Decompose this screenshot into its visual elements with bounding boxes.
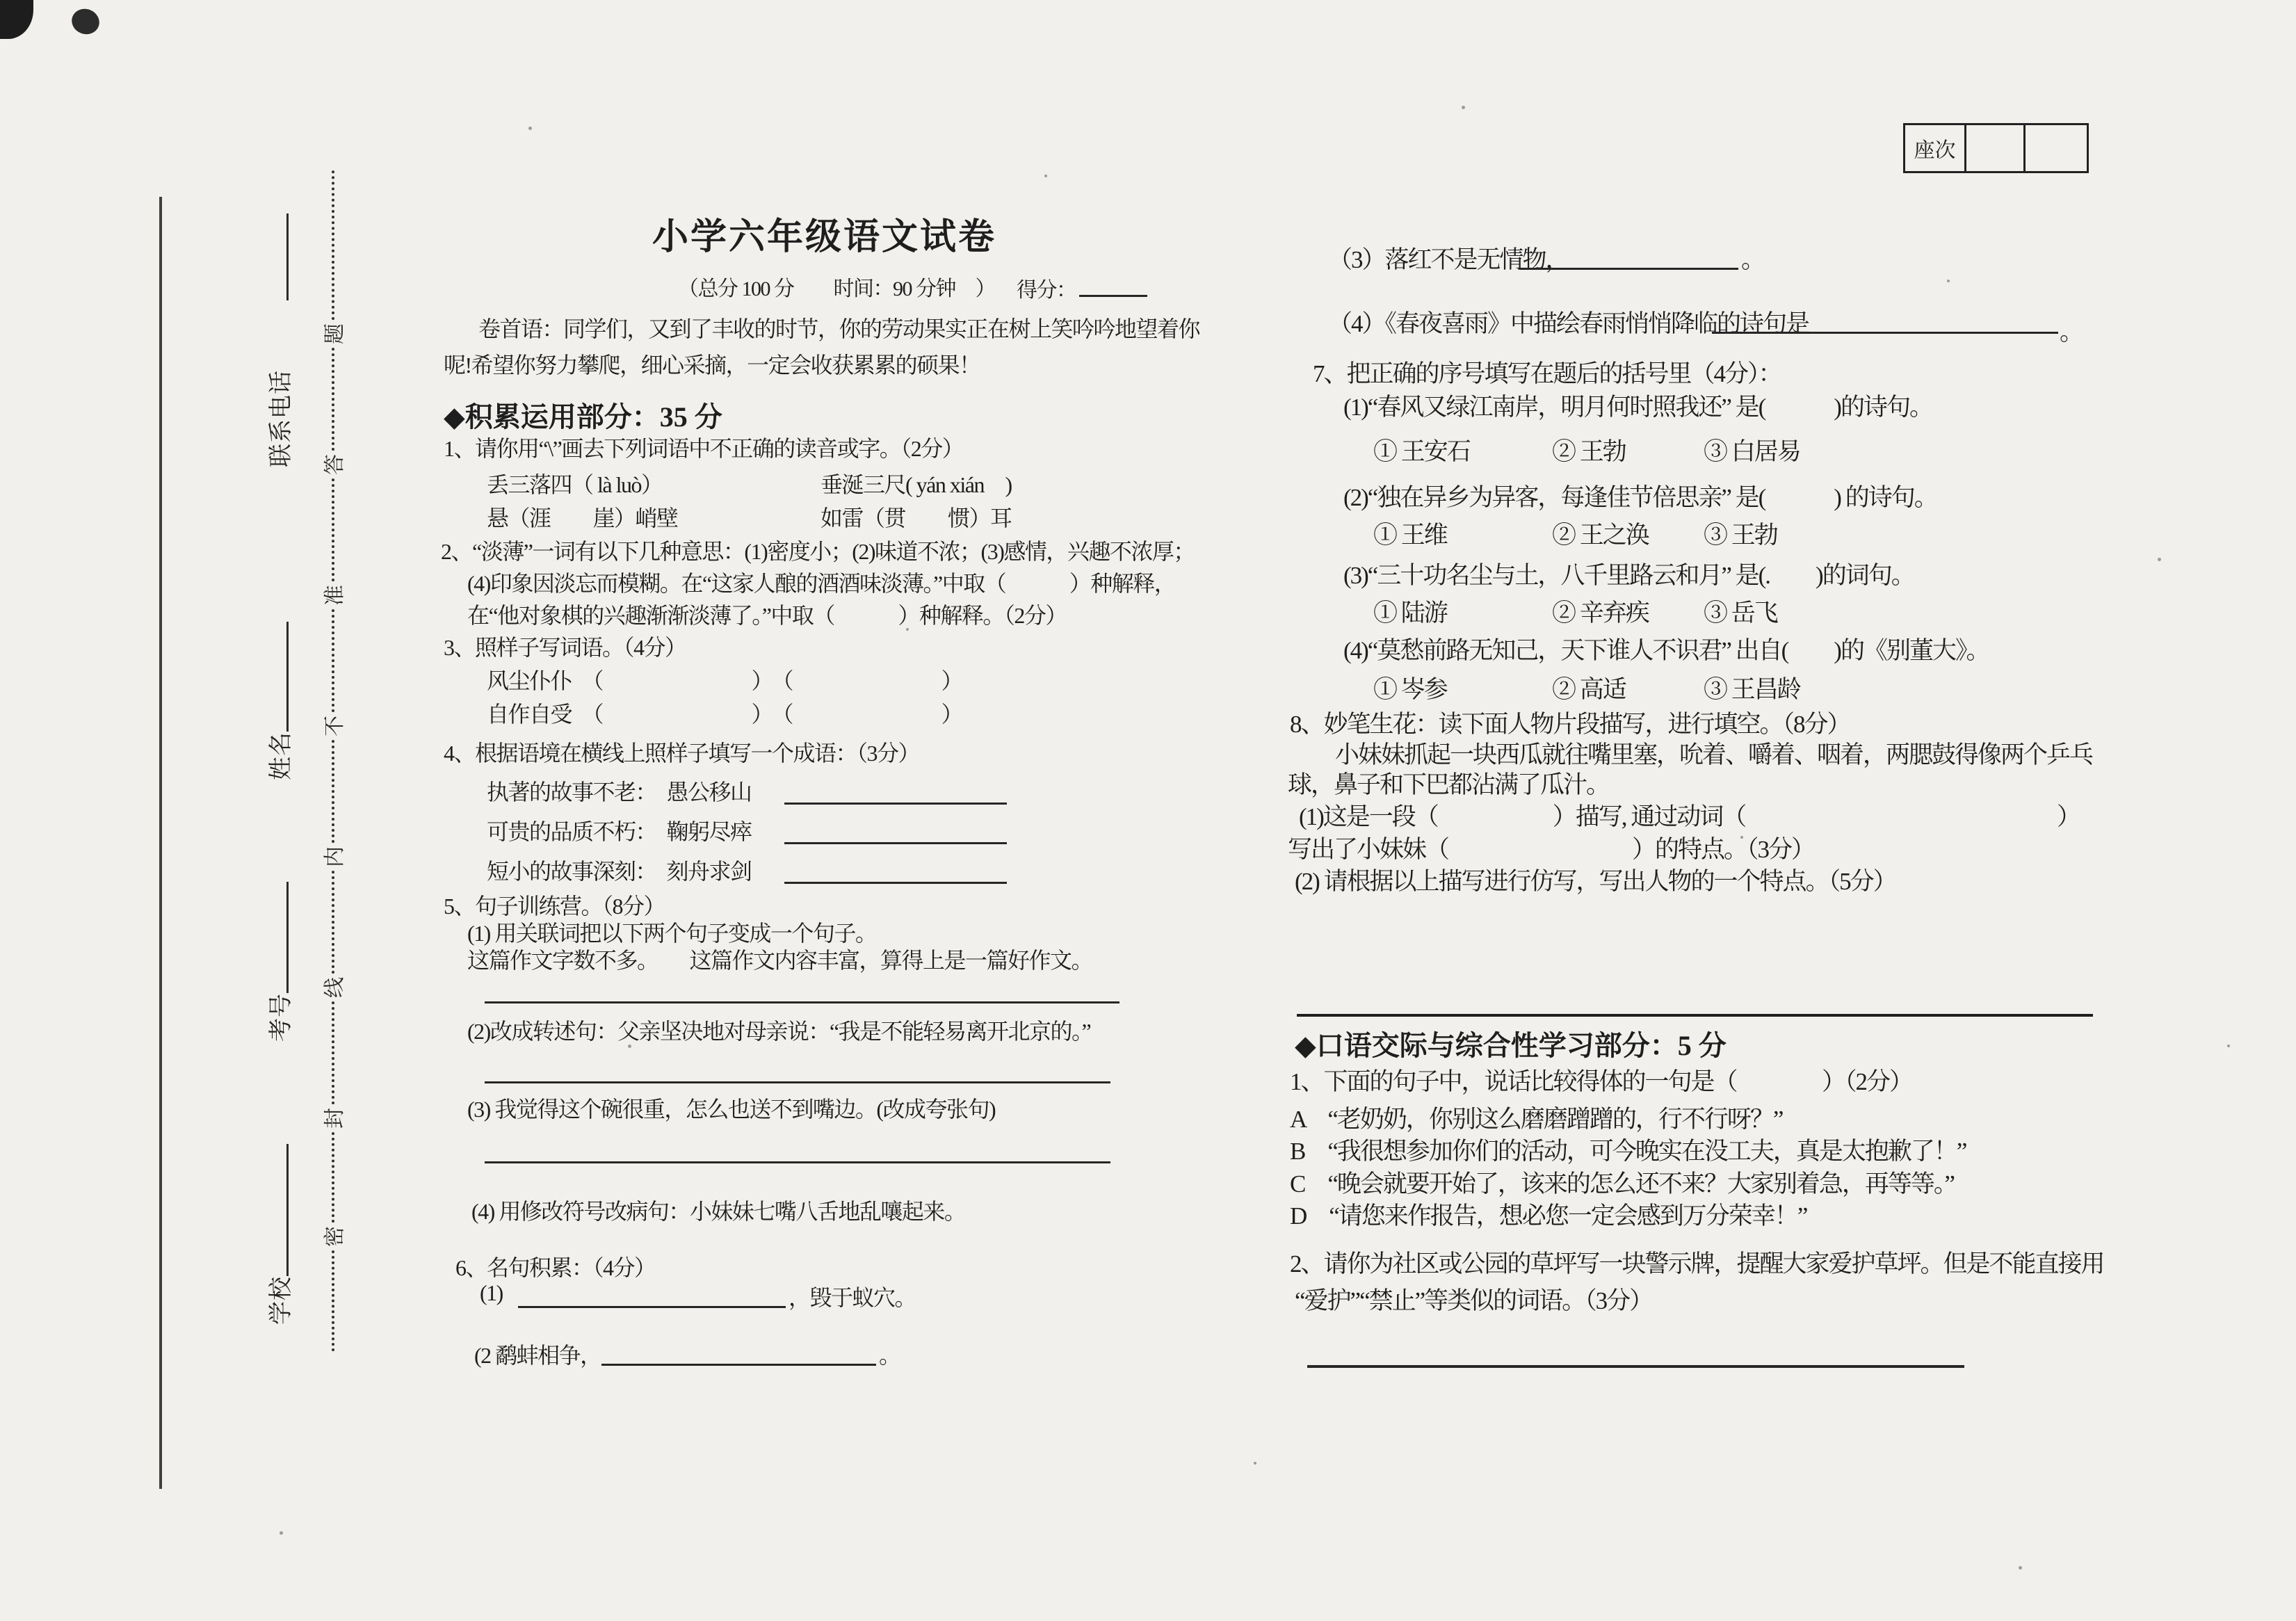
q7-item4-option3: ③ 王昌龄: [1704, 676, 1800, 703]
q3-row2: 自作自受 （ ） （ ）: [487, 702, 963, 727]
q5-answer-line1: [485, 1001, 1119, 1003]
q7-item3-option1: ① 陆游: [1373, 599, 1447, 627]
q6-item3-pre: （3）落红不是无情物，: [1328, 246, 1569, 273]
q4-row1: 执著的故事不老： 愚公移山: [487, 780, 752, 805]
section2-heading: ◆口语交际与综合性学习部分：5 分: [1295, 1030, 1727, 1061]
q6-item2-post: 。: [879, 1343, 900, 1368]
q6-item4-post: 。: [2060, 318, 2083, 346]
q6-item1-blank: [518, 1306, 786, 1308]
field-name-blank: [268, 622, 289, 732]
preface-line1: 卷首语：同学们，又到了丰收的时节，你的劳动果实正在树上笑吟吟地望着你: [478, 316, 1200, 341]
q7-item3-option2: ② 辛弃疾: [1552, 599, 1649, 627]
field-school-label: 学校: [268, 1276, 294, 1325]
q5-sub1: (1) 用关联词把以下两个句子变成一个句子。: [467, 921, 877, 946]
q6-item1-post: ，毁于蚁穴。: [789, 1285, 916, 1310]
seat-number-cell-empty: [2026, 125, 2087, 171]
seal-char: 答: [323, 454, 347, 475]
q6-item2-blank: [601, 1364, 876, 1366]
q6-text: 6、名句积累：（4分）: [455, 1255, 656, 1280]
q4-blank2: [784, 842, 1007, 844]
page-title: 小学六年级语文试卷: [652, 218, 997, 257]
q7-item4: (4)“莫愁前路无知己，天下谁人不识君” 出自( )的《别董大》。: [1343, 637, 1989, 664]
s2q1-pre: 1、下面的句子中，说话比较得体的一句是（: [1290, 1068, 1737, 1095]
field-name-label: 姓名: [268, 732, 294, 780]
q2-line3: 在“他对象棋的兴趣渐渐淡薄了。”中取（ ）种解释。（2分）: [467, 603, 1067, 628]
q8-item1-line2: 写出了小妹妹（ ）的特点。（3分）: [1288, 836, 1815, 863]
q7-item2-option2: ② 王之涣: [1552, 522, 1649, 549]
seal-char: 密: [323, 1226, 347, 1247]
q8-item2: (2) 请根据以上描写进行仿写，写出人物的一个特点。（5分）: [1295, 868, 1896, 895]
seal-line: [321, 167, 348, 1355]
seal-char: 不: [323, 716, 347, 736]
q8-item1-line1-end: ）: [2057, 803, 2080, 830]
seal-char: 封: [323, 1108, 347, 1129]
field-exam-number-blank: [268, 882, 289, 993]
score-label: 得分：: [1017, 279, 1076, 302]
q8-item1-line1: (1)这是一段（ ）描写, 通过动词（: [1299, 803, 1746, 830]
q6-item4-blank: [1712, 332, 2058, 334]
q7-item1-option1: ① 王安石: [1373, 438, 1470, 465]
q7-item1-option3: ③ 白居易: [1704, 438, 1800, 465]
q7-item2: (2)“独在异乡为异客，每逢佳节倍思亲” 是( ) 的诗句。: [1343, 484, 1937, 511]
q7-text: 7、把正确的序号填写在题后的括号里（4分）：: [1313, 360, 1781, 387]
scan-smudge: [68, 5, 103, 38]
field-name: [266, 622, 297, 780]
q7-item2-option1: ① 王维: [1373, 522, 1447, 549]
q5-sub2: (2)改成转述句：父亲坚决地对母亲说：“我是不能轻易离开北京的。”: [467, 1019, 1091, 1044]
seat-number-label: 座次: [1905, 125, 1966, 171]
q1-row1-left: 丢三落四（ là luò）: [487, 472, 663, 497]
field-phone-label: 联系电话: [268, 370, 294, 467]
s2q2-line2: “爱护”“禁止”等类似的词语。（3分）: [1295, 1287, 1653, 1314]
q4-row2: 可贵的品质不朽： 鞠躬尽瘁: [487, 819, 752, 844]
seal-char: 题: [323, 323, 347, 344]
q1-text: 1、请你用“\”画去下列词语中不正确的读音或字。（2分）: [444, 436, 964, 461]
q5-answer-line3: [485, 1161, 1110, 1163]
q7-item4-option1: ① 岑参: [1373, 676, 1447, 703]
score-blank: [1079, 295, 1147, 297]
q2-line1: 2、“淡薄”一词有以下几种意思：(1)密度小；(2)味道不浓；(3)感情，兴趣不浓厚；: [441, 539, 1195, 564]
q6-item1-pre: (1): [480, 1280, 503, 1305]
seat-number-box: [1903, 123, 2089, 173]
q8-desc-line2: 球，鼻子和下巴都沾满了瓜汁。: [1288, 771, 1610, 798]
q7-item3-option3: ③ 岳飞: [1704, 599, 1777, 627]
field-phone: [266, 213, 297, 467]
q1-row2-right: 如雷（贯 惯）耳: [820, 506, 1012, 531]
q3-text: 3、照样子写词语。（4分）: [444, 635, 686, 660]
q1-row1-right: 垂涎三尺( yán xián ): [820, 472, 1012, 497]
q4-row3: 短小的故事深刻： 刻舟求剑: [487, 859, 752, 884]
section1-heading: ◆积累运用部分：35 分: [444, 401, 722, 433]
q8-desc-line1: 小妹妹抓起一块西瓜就往嘴里塞，吮着、嚼着、咽着，两腮鼓得像两个乒乓: [1335, 741, 2093, 768]
seal-char: 线: [323, 977, 347, 998]
field-school: [266, 1144, 297, 1325]
preface-line2: 呢!希望你努力攀爬，细心采摘，一定会收获累累的硕果！: [444, 353, 980, 378]
q7-item1: (1)“春风又绿江南岸，明月何时照我还” 是( )的诗句。: [1343, 394, 1932, 421]
field-phone-blank: [268, 213, 289, 300]
q7-item4-option2: ② 高适: [1552, 676, 1626, 703]
s2q2-line1: 2、请你为社区或公园的草坪写一块警示牌，提醒大家爱护草坪。但是不能直接用: [1290, 1250, 2104, 1277]
q4-blank1: [784, 803, 1007, 805]
q5-answer-line2: [485, 1081, 1110, 1083]
page-edge-line: [159, 197, 162, 1489]
q2-line2: (4)印象因淡忘而模糊。在“这家人酿的酒酒味淡薄。”中取（ ）种解释，: [467, 571, 1176, 596]
q5-sub3: (3) 我觉得这个碗很重，怎么也送不到嘴边。(改成夸张句): [467, 1097, 996, 1122]
field-school-blank: [268, 1144, 289, 1276]
q7-item3: (3)“三十功名尘与土，八千里路云和月” 是(. )的词句。: [1343, 562, 1914, 589]
exam-meta: （总分 100 分 时间：90 分钟 ）: [678, 277, 995, 300]
q1-row2-left: 悬（涯 崖）峭壁: [487, 506, 678, 531]
q4-text: 4、根据语境在横线上照样子填写一个成语：（3分）: [444, 741, 920, 766]
field-exam-number: [266, 882, 297, 1042]
s2q1-option-a: A “老奶奶，你别这么磨磨蹭蹭的，行不行呀？”: [1290, 1106, 1783, 1133]
s2q1-option-d: D “请您来作报告，想必您一定会感到万分荣幸！”: [1290, 1202, 1807, 1229]
s2q1-option-c: C “晚会就要开始了，该来的怎么还不来？大家别着急，再等等。”: [1290, 1170, 1954, 1197]
seal-char: 内: [323, 846, 347, 867]
section-divider: [1297, 1014, 2093, 1017]
q8-text: 8、妙笔生花：读下面人物片段描写，进行填空。（8分）: [1290, 711, 1850, 738]
q6-item4-pre: （4）《春夜喜雨》中描绘春雨悄悄降临的诗句是: [1328, 310, 1809, 337]
seal-char: 准: [323, 585, 347, 606]
q6-item3-blank: [1519, 268, 1738, 270]
q3-row1: 风尘仆仆 （ ） （ ）: [487, 668, 963, 693]
s2q1-option-b: B “我很想参加你们的活动，可今晚实在没工夫，真是太抱歉了！”: [1290, 1138, 1966, 1165]
q5-sub1-body: 这篇作文字数不多。 这篇作文内容丰富，算得上是一篇好作文。: [467, 948, 1093, 973]
q7-item2-option3: ③ 王勃: [1704, 522, 1777, 549]
s2q2-answer-line: [1307, 1365, 1964, 1368]
scan-corner-mark: [0, 0, 33, 39]
q7-item1-option2: ② 王勃: [1552, 438, 1626, 465]
q5-sub4: (4) 用修改符号改病句：小妹妹七嘴八舌地乱嚷起来。: [471, 1199, 966, 1224]
q6-item2-pre: (2 鹬蚌相争，: [474, 1343, 601, 1368]
q4-blank3: [784, 882, 1007, 884]
field-exam-number-label: 考号: [268, 993, 294, 1042]
q5-text: 5、句子训练营。（8分）: [444, 894, 665, 919]
s2q1-post: ）（2分）: [1822, 1068, 1913, 1095]
seat-number-cell-empty: [1966, 125, 2026, 171]
q6-item3-post: 。: [1741, 246, 1765, 273]
